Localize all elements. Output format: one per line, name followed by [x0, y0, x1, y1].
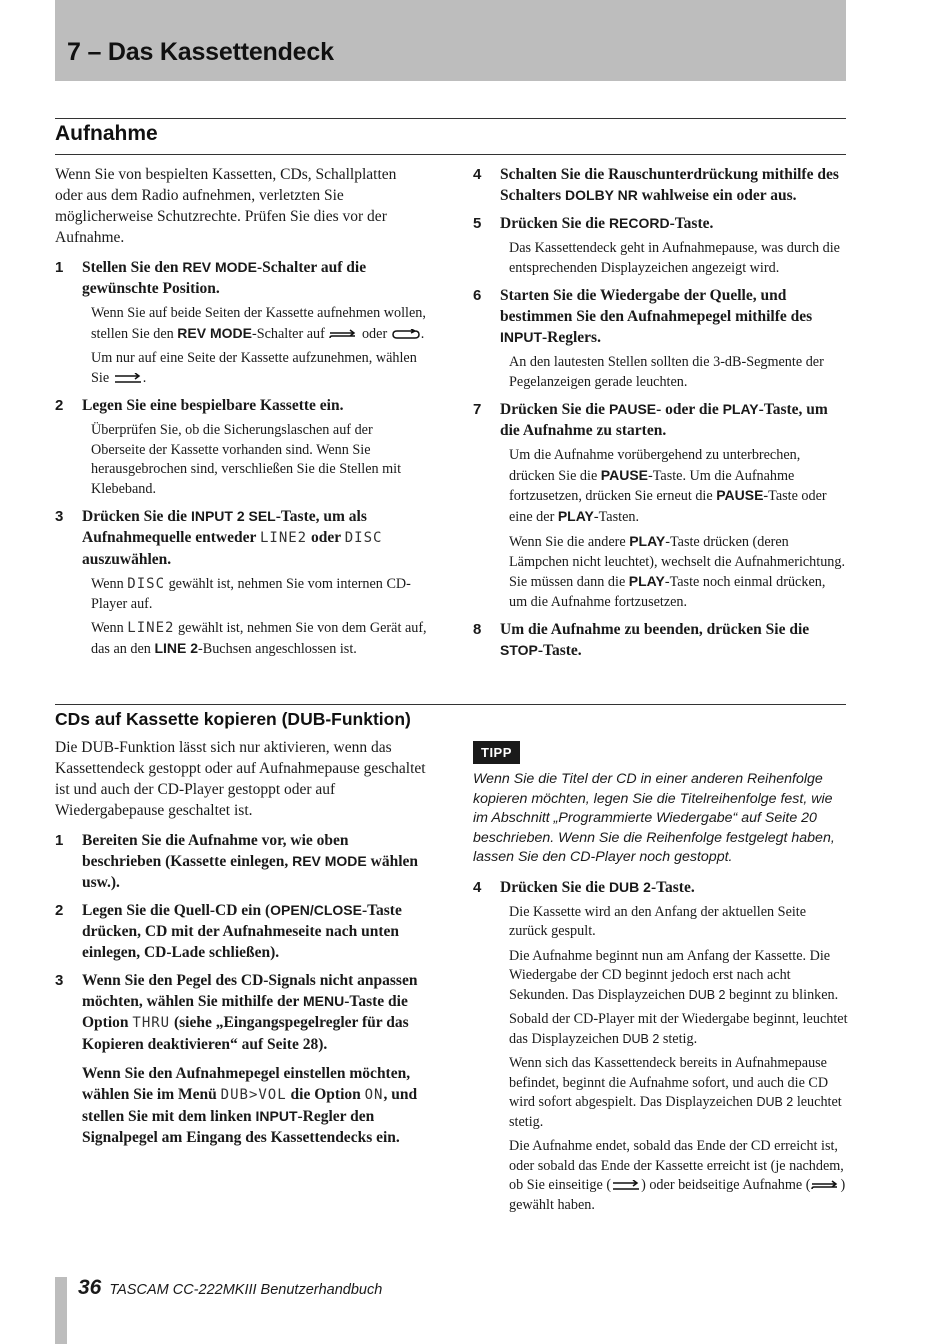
step-text: Legen Sie eine bespielbare Kassette ein.: [82, 397, 344, 414]
section-title-dub: CDs auf Kassette kopieren (DUB-Funktion): [55, 709, 411, 729]
step-text: Legen Sie die Quell-CD ein (OPEN/CLOSE-Taste drücken, CD mit der Aufnahmeseite nach unten einlegen, CD-Lade schließen).: [82, 902, 402, 961]
step-number: 1: [55, 832, 64, 849]
step-text: Drücken Sie die INPUT 2 SEL-Taste, um als Aufnahmequelle entweder LINE2 oder DISC auszuwählen.: [82, 508, 383, 568]
footer-text: TASCAM CC-222MKIII Benutzerhandbuch: [109, 1282, 383, 1298]
section2-left-column: [55, 737, 427, 1148]
step-text: Schalten Sie die Rauschunterdrückung mithilfe des Schalters DOLBY NR wahlweise ein oder aus.: [500, 166, 839, 204]
step-note: An den lautesten Stellen sollten die 3-dB-Segmente der Pegelanzeigen gerade leuchten.: [509, 354, 824, 390]
step-number: 3: [55, 972, 64, 989]
step-note: Um nur auf eine Seite der Kassette aufzunehmen, wählen Sie .: [91, 350, 417, 386]
step-text: Stellen Sie den REV MODE-Schalter auf die gewünschte Position.: [82, 259, 367, 297]
section-title-aufnahme: Aufnahme: [55, 122, 158, 145]
intro-paragraph: Die DUB-Funktion lässt sich nur aktivieren, wenn das Kassettendeck gestoppt oder auf Aufnahmepause geschaltet ist und auch der CD-Player gestoppt oder auf Wiedergabepause geschaltet ist.: [55, 739, 426, 819]
step-note: Die Aufnahme beginnt nun am Anfang der Kassette. Die Wiedergabe der CD beginnt jedoch erst nach acht Sekunden. Das Displayzeichen DUB 2 beginnt zu blinken.: [509, 947, 839, 1003]
section1-left-column: [55, 164, 427, 659]
page-number: 36: [78, 1276, 102, 1299]
intro-paragraph: Wenn Sie von bespielten Kassetten, CDs, Schallplatten oder aus dem Radio aufnehmen, verletzten Sie möglicherweise Schutzrechte. Prüfen Sie dies vor der Aufnahme.: [55, 166, 397, 246]
step-number: 6: [473, 287, 482, 304]
step-1: [55, 257, 427, 299]
section1-right-column: [473, 157, 846, 661]
chapter-title: 7 – Das Kassettendeck: [67, 38, 334, 66]
step-text: Starten Sie die Wiedergabe der Quelle, und bestimmen Sie den Aufnahmepegel mithilfe des INPUT-Reglers.: [500, 287, 813, 346]
dub-step-4: [473, 877, 848, 898]
one-way-mode-icon: [611, 1180, 641, 1191]
section2-right-column: [473, 741, 848, 1215]
step-note: Wenn LINE2 gewählt ist, nehmen Sie von dem Gerät auf, das an den LINE 2-Buchsen angeschlossen ist.: [91, 620, 427, 657]
step-number: 2: [55, 902, 64, 919]
step-note: Sobald der CD-Player mit der Wiedergabe beginnt, leuchtet das Displayzeichen DUB 2 stetig.: [509, 1011, 848, 1047]
step-4: [473, 164, 846, 206]
step-6: [473, 285, 846, 348]
reverse-mode-icon: [810, 1180, 840, 1191]
chapter-header: [55, 0, 846, 81]
step-note: Wenn DISC gewählt ist, nehmen Sie vom internen CD-Player auf.: [91, 576, 411, 612]
step-note: Wenn Sie auf beide Seiten der Kassette aufnehmen wollen, stellen Sie den REV MODE-Schalter auf oder .: [91, 305, 426, 342]
continuous-reverse-icon: [391, 329, 421, 340]
step-note: Um die Aufnahme vorübergehend zu unterbrechen, drücken Sie die PAUSE-Taste. Um die Aufnahme fortzusetzen, drücken Sie erneut die PAUSE-Taste oder eine der PLAY-Tasten.: [509, 447, 827, 525]
step-number: 4: [473, 878, 482, 896]
footer-bar: [55, 1277, 67, 1344]
reverse-mode-icon: [328, 329, 358, 340]
step-3: [55, 506, 427, 570]
step-note: Die Aufnahme endet, sobald das Ende der CD erreicht ist, oder sobald das Ende der Kassette erreicht ist (je nachdem, ob Sie einseitige ( ) oder beidseitige Aufnahme ( ) gewählt haben.: [509, 1138, 846, 1213]
step-text: Drücken Sie die RECORD-Taste.: [500, 215, 714, 232]
step-number: 4: [473, 166, 482, 183]
dub-step-3: [55, 970, 427, 1055]
step-number: 5: [473, 215, 482, 232]
step-text: Drücken Sie die DUB 2-Taste.: [500, 878, 695, 896]
step-number: 7: [473, 401, 482, 418]
tip-text: Wenn Sie die Titel der CD in einer anderen Reihenfolge kopieren möchten, legen Sie die Titelreihenfolge fest, wie im Abschnitt „Programmierte Wiedergabe“ auf Seite 20 beschrieben. Wenn Sie die Reihenfolge festgelegt haben, lassen Sie den CD-Player noch gestoppt.: [473, 771, 835, 865]
step-text: Bereiten Sie die Aufnahme vor, wie oben beschrieben (Kassette einlegen, REV MODE wählen usw.).: [82, 832, 419, 891]
divider: [55, 118, 846, 119]
step-number: 3: [55, 508, 64, 525]
step-7: [473, 399, 846, 441]
step-2: [55, 395, 427, 416]
step-number: 8: [473, 621, 482, 638]
tip-badge: TIPP: [473, 741, 520, 764]
step-text: Um die Aufnahme zu beenden, drücken Sie die STOP-Taste.: [500, 621, 810, 659]
step-8: [473, 619, 846, 661]
step-note: Wenn Sie die andere PLAY-Taste drücken (deren Lämpchen nicht leuchtet), wechselt die Aufnahmerichtung. Sie müssen dann die PLAY-Taste noch einmal drücken, um die Aufnahme fortzusetzen.: [509, 533, 846, 610]
step-5: [473, 213, 846, 234]
step-note: Das Kassettendeck geht in Aufnahmepause, was durch die entsprechenden Displayzeichen angezeigt wird.: [509, 240, 840, 276]
step-number: 1: [55, 259, 64, 276]
step-continuation: Wenn Sie den Aufnahmepegel einstellen möchten, wählen Sie im Menü DUB>VOL die Option ON, und stellen Sie mit dem linken INPUT-Regler den Signalpegel am Eingang des Kassettendecks ein.: [82, 1065, 418, 1146]
step-number: 2: [55, 397, 64, 414]
step-note: Überprüfen Sie, ob die Sicherungslaschen auf der Oberseite der Kassette vorhanden sind. Wenn Sie herausgebrochen sind, verschließen Sie die Stellen mit Klebeband.: [91, 422, 402, 497]
one-way-mode-icon: [113, 373, 143, 384]
step-text: Wenn Sie den Pegel des CD-Signals nicht anpassen möchten, wählen Sie mithilfe der MENU-Taste die Option THRU (siehe „Eingangspegelregler für das Kopieren deaktivieren“ auf Seite 28).: [82, 972, 418, 1053]
dub-step-1: [55, 830, 427, 893]
dub-step-2: [55, 900, 427, 963]
divider: [55, 704, 846, 705]
divider: [55, 154, 846, 155]
step-note: Wenn sich das Kassettendeck bereits in Aufnahmepause befindet, beginnt die Aufnahme sofort, und auch die CD wird sofort abgespielt. Das Displayzeichen DUB 2 leuchtet stetig.: [509, 1055, 842, 1130]
page-footer: [78, 1276, 382, 1300]
step-note: Die Kassette wird an den Anfang der aktuellen Seite zurück gespult.: [509, 903, 807, 939]
step-text: Drücken Sie die PAUSE- oder die PLAY-Taste, um die Aufnahme zu starten.: [500, 401, 828, 439]
